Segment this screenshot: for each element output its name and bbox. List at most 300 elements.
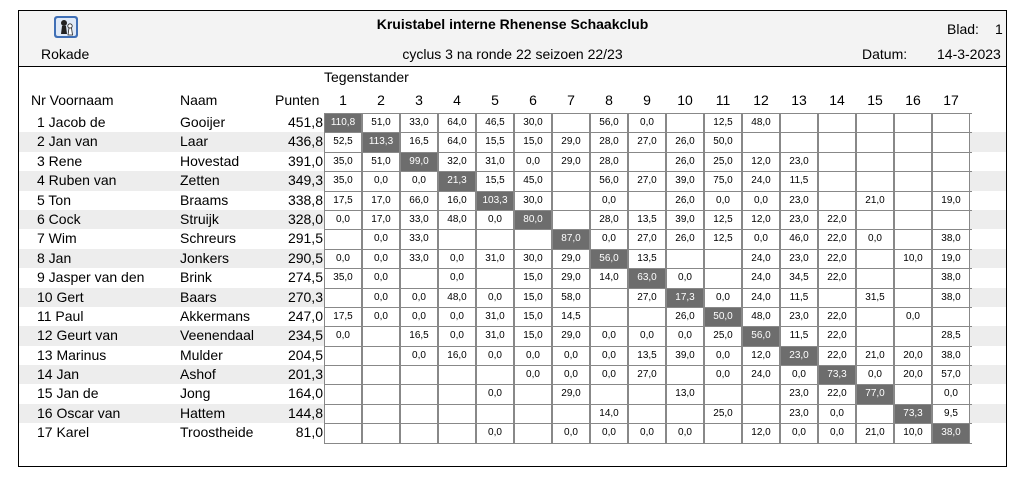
score-cell: 0,0	[590, 347, 628, 365]
score-cell-self: 56,0	[742, 327, 780, 345]
player-first-name: 3 Rene	[37, 152, 83, 169]
score-cell: 0,0	[514, 366, 552, 384]
score-cell: 0,0	[742, 192, 780, 210]
score-cells	[324, 346, 972, 365]
score-cell: 0,0	[438, 250, 476, 268]
score-cell-self: 99,0	[400, 153, 438, 171]
score-cell: 38,0	[932, 347, 970, 365]
score-cell: 13,0	[666, 385, 704, 403]
score-cell: 38,0	[932, 269, 970, 287]
score-cells	[324, 404, 972, 423]
player-last-name: Hattem	[180, 404, 226, 421]
score-cell: 22,0	[818, 327, 856, 345]
score-cell: 31,0	[476, 308, 514, 326]
score-cell: 14,5	[552, 308, 590, 326]
score-cell	[780, 133, 818, 151]
score-cell: 22,0	[818, 230, 856, 248]
player-points: 204,5	[287, 346, 323, 363]
score-cell-self: 73,3	[818, 366, 856, 384]
score-cell: 0,0	[400, 347, 438, 365]
score-cell	[514, 230, 552, 248]
score-cell: 15,0	[514, 327, 552, 345]
score-cell	[590, 308, 628, 326]
score-cell: 0,0	[362, 269, 400, 287]
score-cell: 0,0	[590, 192, 628, 210]
opponent-number: 3	[415, 92, 423, 108]
score-cell	[742, 405, 780, 423]
score-cell	[666, 114, 704, 132]
player-first-name: 17 Karel	[37, 424, 90, 441]
player-points: 328,0	[287, 210, 323, 227]
player-points: 290,5	[287, 249, 323, 266]
score-cell: 27,0	[628, 230, 666, 248]
sheet-header	[19, 11, 1006, 67]
table-row	[19, 326, 1006, 345]
score-cell	[704, 250, 742, 268]
player-points: 201,3	[287, 366, 323, 383]
score-cell: 15,0	[514, 289, 552, 307]
score-cell	[894, 133, 932, 151]
player-first-name: 10 Gert	[37, 288, 84, 305]
score-cell: 0,0	[438, 327, 476, 345]
score-cell: 24,0	[742, 172, 780, 190]
score-cell-self: 63,0	[628, 269, 666, 287]
score-cell	[856, 308, 894, 326]
score-cell-self: 23,0	[780, 347, 818, 365]
player-last-name: Baars	[180, 288, 217, 305]
score-cell	[666, 405, 704, 423]
score-cell: 0,0	[476, 347, 514, 365]
score-cell: 32,0	[438, 153, 476, 171]
table-bottom-border	[324, 443, 972, 444]
score-cell	[856, 153, 894, 171]
score-cells	[324, 365, 972, 384]
score-cell: 12,5	[704, 211, 742, 229]
score-cell: 75,0	[704, 172, 742, 190]
score-cell: 0,0	[552, 347, 590, 365]
score-cell	[856, 327, 894, 345]
score-cell: 33,0	[400, 114, 438, 132]
score-cell	[894, 172, 932, 190]
score-cells	[324, 326, 972, 345]
score-cell: 30,0	[514, 114, 552, 132]
score-cell	[932, 172, 970, 190]
score-cell: 51,0	[362, 114, 400, 132]
crosstable-sheet	[18, 10, 1007, 467]
score-cell: 22,0	[818, 250, 856, 268]
score-cell: 0,0	[438, 308, 476, 326]
score-cell: 25,0	[704, 153, 742, 171]
score-cell: 0,0	[818, 405, 856, 423]
opponent-number: 2	[377, 92, 385, 108]
score-cell: 19,0	[932, 192, 970, 210]
player-last-name: Schreurs	[180, 230, 237, 247]
score-cell: 0,0	[704, 347, 742, 365]
score-cell	[438, 385, 476, 403]
score-cells	[324, 423, 972, 442]
score-cell: 26,0	[666, 133, 704, 151]
score-cell	[818, 114, 856, 132]
column-nr-voornaam: Nr Voornaam	[31, 92, 114, 108]
score-cell: 0,0	[590, 424, 628, 442]
score-cells	[324, 171, 972, 190]
score-cell	[628, 192, 666, 210]
score-cell: 23,0	[780, 211, 818, 229]
table-row	[19, 229, 1006, 248]
score-cell: 29,0	[552, 153, 590, 171]
score-cells	[324, 249, 972, 268]
score-cell	[628, 405, 666, 423]
club-name: Rokade	[41, 46, 90, 62]
score-cell	[818, 133, 856, 151]
table-row	[19, 210, 1006, 229]
score-cell: 22,0	[818, 269, 856, 287]
player-last-name: Hovestad	[180, 152, 240, 169]
table-row	[19, 384, 1006, 403]
score-cell	[628, 385, 666, 403]
player-first-name: 8 Jan	[37, 249, 72, 266]
score-cell: 23,0	[780, 250, 818, 268]
table-row	[19, 404, 1006, 423]
score-cell: 28,0	[590, 211, 628, 229]
player-last-name: Struijk	[180, 210, 219, 227]
score-cell: 56,0	[590, 114, 628, 132]
table-row	[19, 423, 1006, 442]
score-cell: 0,0	[476, 211, 514, 229]
score-cells	[324, 191, 972, 210]
score-cell-self: 56,0	[590, 250, 628, 268]
score-cell: 30,0	[514, 250, 552, 268]
score-cell: 17,0	[362, 211, 400, 229]
score-cell: 23,0	[780, 192, 818, 210]
score-cell: 25,0	[704, 405, 742, 423]
score-cell	[476, 366, 514, 384]
score-cell	[324, 405, 362, 423]
score-cells	[324, 113, 972, 132]
score-cell	[818, 172, 856, 190]
score-cell: 0,0	[476, 385, 514, 403]
score-cell: 13,5	[628, 211, 666, 229]
score-cell	[894, 211, 932, 229]
score-cell: 22,0	[818, 347, 856, 365]
score-cell: 0,0	[628, 424, 666, 442]
opponent-number: 12	[753, 92, 769, 108]
score-cell: 0,0	[514, 347, 552, 365]
score-cell	[514, 385, 552, 403]
table-row	[19, 307, 1006, 326]
player-last-name: Troostheide	[180, 424, 254, 441]
score-cell-self: 103,3	[476, 192, 514, 210]
score-cell	[742, 385, 780, 403]
score-cell: 0,0	[400, 289, 438, 307]
score-cell	[856, 250, 894, 268]
score-cell: 31,0	[476, 327, 514, 345]
score-cell: 30,0	[514, 192, 552, 210]
score-cell: 15,0	[514, 269, 552, 287]
score-cell: 24,0	[742, 269, 780, 287]
score-cell	[742, 133, 780, 151]
table-row	[19, 288, 1006, 307]
page-number-value: 1	[995, 21, 1003, 37]
score-cell: 50,0	[704, 133, 742, 151]
player-last-name: Mulder	[180, 346, 223, 363]
score-cell: 26,0	[666, 153, 704, 171]
score-cell	[476, 230, 514, 248]
score-cell: 14,0	[590, 269, 628, 287]
score-cell: 46,5	[476, 114, 514, 132]
score-cell	[552, 114, 590, 132]
score-cell	[514, 424, 552, 442]
score-cell	[628, 308, 666, 326]
score-cell	[628, 153, 666, 171]
score-cell	[362, 347, 400, 365]
score-cells	[324, 229, 972, 248]
score-cell: 39,0	[666, 347, 704, 365]
score-cell: 35,0	[324, 269, 362, 287]
score-cell: 12,0	[742, 153, 780, 171]
score-cell: 64,0	[438, 133, 476, 151]
score-cell	[362, 327, 400, 345]
page-title: Kruistabel interne Rhenense Schaakclub	[376, 16, 649, 32]
player-points: 81,0	[295, 424, 323, 441]
score-cell	[362, 385, 400, 403]
opponent-number: 17	[943, 92, 959, 108]
score-cell	[818, 192, 856, 210]
opponent-number: 10	[677, 92, 693, 108]
player-points: 436,8	[287, 133, 323, 150]
score-cell: 0,0	[362, 289, 400, 307]
score-cell-self: 21,3	[438, 172, 476, 190]
score-cell: 28,5	[932, 327, 970, 345]
score-cells	[324, 307, 972, 326]
score-cell: 45,0	[514, 172, 552, 190]
score-cell: 13,5	[628, 250, 666, 268]
score-cell: 38,0	[932, 230, 970, 248]
score-cell: 0,0	[590, 327, 628, 345]
opponent-number: 15	[867, 92, 883, 108]
score-cell: 0,0	[590, 366, 628, 384]
score-cell: 20,0	[894, 366, 932, 384]
score-cell: 29,0	[552, 269, 590, 287]
score-cell	[704, 269, 742, 287]
score-cells	[324, 268, 972, 287]
score-cell: 0,0	[666, 327, 704, 345]
score-cell-self: 113,3	[362, 133, 400, 151]
player-last-name: Ashof	[180, 366, 216, 383]
score-cell: 16,5	[400, 327, 438, 345]
score-cell: 0,0	[590, 230, 628, 248]
score-cell: 0,0	[362, 172, 400, 190]
score-cell: 0,0	[552, 366, 590, 384]
table-row	[19, 249, 1006, 268]
table-row	[19, 113, 1006, 132]
score-cell	[590, 385, 628, 403]
player-points: 291,5	[287, 230, 323, 247]
score-cell: 11,5	[780, 327, 818, 345]
score-cell	[400, 424, 438, 442]
player-points: 451,8	[287, 114, 323, 130]
score-cell	[552, 211, 590, 229]
score-cell: 0,0	[666, 269, 704, 287]
score-cell-self: 17,3	[666, 289, 704, 307]
score-cell: 24,0	[742, 250, 780, 268]
score-cell: 15,5	[476, 172, 514, 190]
player-first-name: 2 Jan van	[37, 133, 98, 150]
score-cell	[704, 424, 742, 442]
score-cell	[438, 405, 476, 423]
score-cell	[666, 250, 704, 268]
score-cell: 29,0	[552, 250, 590, 268]
score-cell: 31,5	[856, 289, 894, 307]
table-row	[19, 346, 1006, 365]
score-cell: 24,0	[742, 289, 780, 307]
opponent-number: 9	[643, 92, 651, 108]
score-cell	[362, 424, 400, 442]
score-cell: 11,5	[780, 172, 818, 190]
score-cell	[894, 269, 932, 287]
score-cell: 0,0	[362, 250, 400, 268]
score-cell: 10,0	[894, 424, 932, 442]
score-cell	[704, 385, 742, 403]
score-cell: 48,0	[438, 289, 476, 307]
score-cell	[894, 327, 932, 345]
score-cell: 48,0	[742, 308, 780, 326]
player-points: 247,0	[287, 307, 323, 324]
score-cell: 21,0	[856, 424, 894, 442]
score-cell: 19,0	[932, 250, 970, 268]
score-cell: 10,0	[894, 250, 932, 268]
score-cell	[552, 405, 590, 423]
player-points: 234,5	[287, 327, 323, 344]
score-cell: 64,0	[438, 114, 476, 132]
player-first-name: 14 Jan	[37, 366, 80, 383]
score-cell: 26,0	[666, 308, 704, 326]
score-cell-self: 87,0	[552, 230, 590, 248]
score-cell: 26,0	[666, 230, 704, 248]
score-cell: 0,0	[780, 424, 818, 442]
player-last-name: Zetten	[180, 172, 220, 189]
score-cell: 0,0	[628, 327, 666, 345]
score-cell-self: 77,0	[856, 385, 894, 403]
player-points: 391,0	[287, 152, 323, 169]
score-cell: 35,0	[324, 153, 362, 171]
score-cell: 23,0	[780, 405, 818, 423]
opponent-header: Tegenstander	[324, 69, 409, 85]
score-cell: 0,0	[324, 211, 362, 229]
score-cell	[324, 385, 362, 403]
opponent-number: 11	[715, 92, 731, 108]
player-last-name: Gooijer	[180, 114, 226, 130]
score-cell: 26,0	[666, 192, 704, 210]
player-last-name: Jonkers	[180, 249, 230, 266]
score-cell	[476, 405, 514, 423]
score-cell	[932, 114, 970, 132]
player-last-name: Laar	[180, 133, 209, 150]
table-row	[19, 132, 1006, 151]
score-cell: 66,0	[400, 192, 438, 210]
player-points: 274,5	[287, 269, 323, 286]
score-cell: 39,0	[666, 211, 704, 229]
score-cell	[324, 289, 362, 307]
score-cell	[400, 269, 438, 287]
opponent-number: 5	[491, 92, 499, 108]
player-last-name: Akkermans	[180, 307, 251, 324]
player-first-name: 9 Jasper van den	[37, 269, 145, 286]
score-cell	[894, 230, 932, 248]
score-cell	[932, 308, 970, 326]
score-cell	[362, 366, 400, 384]
score-cell	[324, 347, 362, 365]
player-first-name: 16 Oscar van	[37, 404, 121, 421]
score-cell: 0,0	[666, 424, 704, 442]
opponent-number: 4	[453, 92, 461, 108]
score-cell: 0,0	[476, 289, 514, 307]
score-cell-self: 38,0	[932, 424, 970, 442]
player-last-name: Veenendaal	[180, 327, 254, 344]
score-cell: 12,5	[704, 230, 742, 248]
score-cell: 20,0	[894, 347, 932, 365]
score-cell-self: 80,0	[514, 211, 552, 229]
player-points: 270,3	[287, 288, 323, 305]
score-cells	[324, 152, 972, 171]
score-cells	[324, 210, 972, 229]
score-cell	[438, 366, 476, 384]
score-cell: 0,0	[476, 424, 514, 442]
player-points: 164,0	[287, 385, 323, 402]
score-cells	[324, 132, 972, 151]
score-cell	[552, 172, 590, 190]
score-cell: 27,0	[628, 366, 666, 384]
score-cell	[856, 133, 894, 151]
score-cell: 0,0	[780, 366, 818, 384]
opponent-number: 1	[339, 92, 347, 108]
score-cells	[324, 288, 972, 307]
score-cell	[666, 366, 704, 384]
score-cell: 29,0	[552, 385, 590, 403]
player-first-name: 13 Marinus	[37, 346, 107, 363]
score-cell: 12,0	[742, 211, 780, 229]
score-cell	[856, 269, 894, 287]
score-cell: 46,0	[780, 230, 818, 248]
score-cell: 48,0	[438, 211, 476, 229]
score-cell: 12,0	[742, 347, 780, 365]
score-cell: 56,0	[590, 172, 628, 190]
score-cell: 34,5	[780, 269, 818, 287]
score-cell-self: 50,0	[704, 308, 742, 326]
score-cell: 23,0	[780, 153, 818, 171]
score-cell	[324, 230, 362, 248]
opponent-number: 14	[829, 92, 845, 108]
score-cell: 0,0	[894, 308, 932, 326]
score-cell: 39,0	[666, 172, 704, 190]
player-first-name: 6 Cock	[37, 210, 81, 227]
score-cell: 51,0	[362, 153, 400, 171]
score-cell: 0,0	[628, 114, 666, 132]
score-cell: 0,0	[856, 366, 894, 384]
score-cell	[894, 385, 932, 403]
score-cell	[894, 153, 932, 171]
score-cell: 24,0	[742, 366, 780, 384]
score-cell: 16,0	[438, 192, 476, 210]
player-points: 349,3	[287, 172, 323, 189]
score-cell: 25,0	[704, 327, 742, 345]
score-cells	[324, 384, 972, 403]
score-cell: 15,0	[514, 308, 552, 326]
player-first-name: 7 Wim	[37, 230, 77, 247]
score-cell: 12,5	[704, 114, 742, 132]
score-cell: 0,0	[400, 308, 438, 326]
score-cell: 22,0	[818, 308, 856, 326]
